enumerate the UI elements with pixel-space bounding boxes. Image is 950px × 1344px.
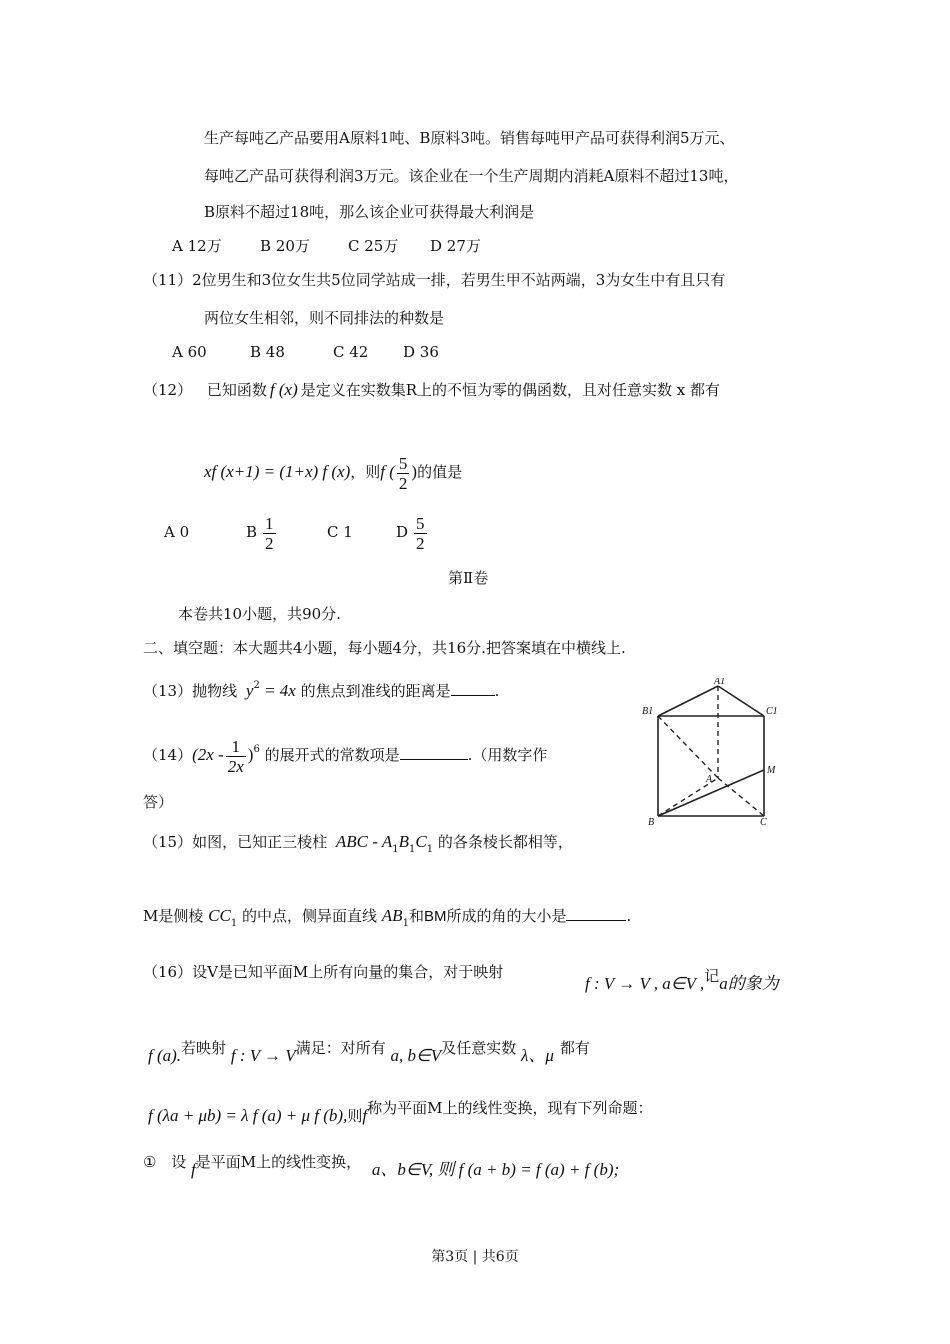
part2-intro: 本卷共10小题，共90分. <box>178 605 341 623</box>
q14-line2: 答） <box>143 793 174 811</box>
q15-answer-blank[interactable] <box>566 906 626 921</box>
q15-c: C <box>415 832 427 851</box>
q14-number: （14） <box>143 746 193 764</box>
q16-chengwei: 称为平面M上的线性变换，现有下列命题： <box>367 1099 653 1117</box>
q16-ab: a, b∈V <box>390 1046 442 1065</box>
q13-exp: 2 <box>253 680 260 691</box>
q15-ab-sub: 1 <box>402 918 409 929</box>
q16-ji: 记 <box>704 967 720 985</box>
q11-option-d: D 36 <box>403 343 439 361</box>
q13-line <box>143 676 499 701</box>
q16-douyou: 都有 <box>559 1039 590 1057</box>
q16-map2: f : V → V <box>230 1046 296 1065</box>
q11-line1 <box>143 270 725 290</box>
q14-open: (2x - <box>192 745 224 764</box>
q16-map1: f : V → V , a∈V , <box>585 974 705 993</box>
q12-line1 <box>143 380 720 400</box>
q13-end: . <box>494 682 500 700</box>
q12-post: 是定义在实数集R上的不恒为零的偶函数，且对任意实数 x 都有 <box>300 381 721 399</box>
q12-option-d-fraction <box>414 514 427 553</box>
q10-line1: 生产每吨乙产品要用A原料1吨、B原料3吨。销售每吨甲产品可获得利润5万元、 <box>204 129 735 147</box>
q16-item1 <box>143 1152 620 1179</box>
q16-a-image: a的象为 <box>719 974 779 993</box>
q15-ab: AB <box>381 906 403 925</box>
q12-option-b-fraction <box>263 514 276 553</box>
q12-equation: xf (x+1) = (1+x) f (x) <box>204 462 351 481</box>
q11-option-c: C 42 <box>333 343 369 361</box>
q16-item1-pre: 设 <box>171 1153 187 1171</box>
label-a: A <box>706 774 713 785</box>
q12-pre: 已知函数 <box>206 381 267 399</box>
q15-sub1: 1 <box>392 844 399 855</box>
prism-figure <box>630 678 800 828</box>
q10-option-c: C 25万 <box>348 237 399 255</box>
q14-post: 的展开式的常数项是 <box>264 746 400 764</box>
q12-option-d-label: D <box>396 523 409 541</box>
q15-sub3: 1 <box>426 844 434 855</box>
q11-line2: 两位女生相邻，则不同排法的种数是 <box>204 309 445 327</box>
edge-b1-a1 <box>658 686 718 716</box>
q12-func: f (x) <box>269 380 298 399</box>
q15-and: 和 <box>408 907 424 925</box>
q14-frac-num: 1 <box>231 736 240 756</box>
section-heading: 二、填空题：本大题共4小题，每小题4分，共16分.把答案填在中横线上. <box>143 639 626 657</box>
q14-answer-blank[interactable] <box>400 745 468 760</box>
q12-option-b <box>246 510 278 554</box>
q15-l2-mid: 的中点，侧异面直线 <box>241 907 377 925</box>
label-b: B <box>648 817 655 828</box>
q16-line2 <box>148 1038 590 1065</box>
q13-post: 的焦点到准线的距离是 <box>300 682 451 700</box>
q15-cc-sub: 1 <box>230 918 238 929</box>
label-b1: B1 <box>642 706 654 717</box>
q15-line1 <box>143 832 573 860</box>
label-a1: A1 <box>714 678 726 687</box>
q14-line <box>143 728 547 777</box>
q16-ruo: 若映射 <box>181 1039 227 1057</box>
q16-line3 <box>148 1098 653 1125</box>
q11-option-b: B 48 <box>250 343 285 361</box>
q12-tail: 的值是 <box>417 463 463 481</box>
q12-frac-num: 5 <box>398 453 408 473</box>
q15-end: . <box>626 907 632 925</box>
q15-cc: CC <box>208 906 231 925</box>
q16-lambda-mu: λ、μ <box>521 1046 554 1065</box>
q14-close: ) <box>247 745 254 764</box>
q15-pre: 如图，已知正三棱柱 <box>192 833 328 851</box>
part2-title: 第Ⅱ卷 <box>448 569 489 587</box>
q12-option-d-num: 5 <box>416 513 425 533</box>
q12-mid: ，则 <box>350 463 381 481</box>
q10-option-a: A 12万 <box>172 237 222 255</box>
q12-line2 <box>204 450 462 494</box>
q13-number: （13） <box>143 682 193 700</box>
q13-pre: 抛物线 <box>192 682 238 700</box>
label-m: M <box>767 765 776 776</box>
q15-post: 的各条棱长都相等， <box>437 833 573 851</box>
q16-text1: 设V是已知平面M上所有向量的集合，对于映射 <box>192 963 504 981</box>
q12-f: f ( <box>380 462 395 481</box>
q15-sub2: 1 <box>409 844 416 855</box>
q10-line2: 每吨乙产品可获得利润3万元。该企业在一个生产周期内消耗A原料不超过13吨， <box>204 167 739 185</box>
q14-fraction <box>226 737 246 776</box>
q15-b: B <box>398 832 410 851</box>
q13-y: y <box>245 681 254 700</box>
q15-l2-pre: M是侧棱 <box>143 907 204 925</box>
q15-number: （15） <box>143 833 193 851</box>
q16-item1-math: a、b∈V, 则 f (a + b) = f (a) + f (b); <box>371 1160 620 1179</box>
q16-item1-mark: ① <box>143 1153 157 1171</box>
q12-number: （12） <box>143 381 193 399</box>
q15-line2 <box>143 906 631 934</box>
page-footer: 第3页 | 共6页 <box>431 1249 519 1265</box>
q12-option-c: C 1 <box>327 523 353 541</box>
q14-frac-den: 2x <box>227 756 244 776</box>
q13-answer-blank[interactable] <box>451 681 495 696</box>
q12-option-b-label: B <box>246 523 258 541</box>
q15-bm: BM <box>423 908 447 925</box>
label-c1: C1 <box>766 706 778 717</box>
q16-renyi: 及任意实数 <box>441 1039 517 1057</box>
q12-close: ) <box>411 462 418 481</box>
q12-frac-den: 2 <box>398 473 408 493</box>
q11-text1: 2位男生和3位女生共5位同学站成一排，若男生甲不站两端，3为女生中有且只有 <box>192 271 726 289</box>
line-b1-a-hidden <box>658 716 718 778</box>
q12-option-d-den: 2 <box>416 533 425 553</box>
q11-option-a: A 60 <box>172 343 207 361</box>
q16-line1 <box>143 962 503 982</box>
q16-item1-f: f <box>191 1160 196 1179</box>
q11-number: （11） <box>143 271 193 289</box>
edge-a1-c1 <box>718 686 764 716</box>
q12-option-a: A 0 <box>164 523 190 541</box>
q15-abc: ABC - A <box>335 832 393 851</box>
q13-eq: = 4x <box>259 681 296 700</box>
q14-exp: 6 <box>253 744 260 755</box>
q16-number: （16） <box>143 963 193 981</box>
q16-linear-eq: f (λa + μb) = λ f (a) + μ f (b), <box>148 1106 348 1125</box>
q16-manzu: 满足：对所有 <box>295 1039 386 1057</box>
q16-ze: 则 <box>347 1107 363 1125</box>
q14-end: .（用数字作 <box>467 746 548 764</box>
label-c: C <box>760 817 767 828</box>
q15-l2-post: 所成的角的大小是 <box>446 907 567 925</box>
q16-map1-group <box>585 966 779 993</box>
q12-option-b-den: 2 <box>265 533 274 553</box>
q10-option-b: B 20万 <box>260 237 310 255</box>
q12-option-d <box>396 510 429 554</box>
edge-a-c-hidden <box>718 778 764 816</box>
q12-fraction <box>397 454 410 493</box>
q12-option-b-num: 1 <box>265 513 274 533</box>
q16-fa: f (a). <box>148 1046 182 1065</box>
q10-line3: B原料不超过18吨，那么该企业可获得最大利润是 <box>204 203 535 221</box>
q10-option-d: D 27万 <box>430 237 481 255</box>
q16-item1-mid: 是平面M上的线性变换， <box>195 1153 362 1171</box>
q16-f: f <box>362 1106 368 1125</box>
